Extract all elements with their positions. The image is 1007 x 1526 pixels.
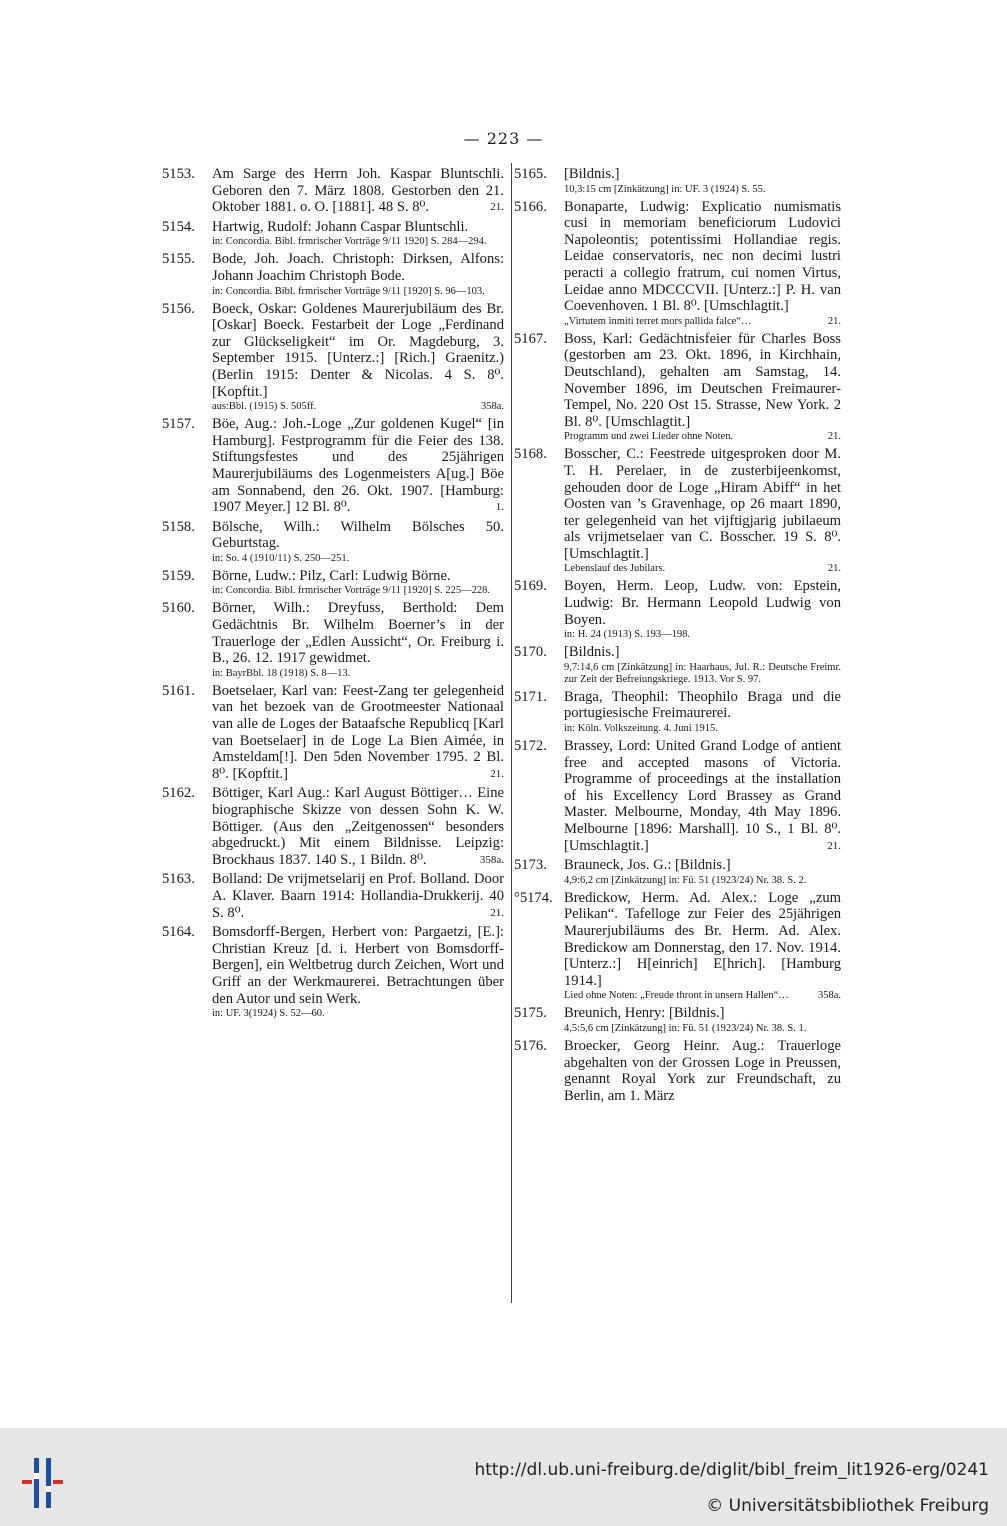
entry-note-text: in: UF. 3(1924) S. 52—60. <box>212 1008 325 1020</box>
entry-note <box>212 585 504 597</box>
entry-number: 5154. <box>162 218 195 235</box>
entry-text <box>564 166 841 183</box>
entry-number: 5167. <box>514 330 547 347</box>
entry-note-text: „Virtutem inmiti terret mors pallida falce“… <box>564 315 752 327</box>
bibliography-entry <box>162 416 504 516</box>
entry-note <box>564 875 841 887</box>
entry-text <box>212 924 504 1007</box>
entry-note <box>212 1008 504 1020</box>
entry-number: 5163. <box>162 871 195 888</box>
entry-note-signature: 358a. <box>817 990 841 1002</box>
entry-note-text: in: Köln. Volkszeitung. 4. Juni 1915. <box>564 723 718 735</box>
entry-signature: 1. <box>495 501 504 514</box>
entry-number: 5176. <box>514 1037 547 1054</box>
entry-number: 5160. <box>162 600 195 617</box>
entry-title: Brauneck, Jos. G.: [Bildnis.] <box>564 857 731 874</box>
entry-note <box>564 662 841 686</box>
entry-note <box>564 1023 841 1035</box>
entry-number: 5156. <box>162 300 195 317</box>
entry-signature: 21. <box>490 906 504 919</box>
entry-title: Boetselaer, Karl van: Feest-Zang ter gelegenheid van het bezoek van de Grootmeester Nationaal van alle de Loges der Bataafsche Republicq [Karl van Boetselaer] in de Loge La Bien Aimée, in Amsteldam[!]. Den 5den November 1795. 2 Bl. 8⁰. [Kopftit.] <box>212 682 504 782</box>
entry-number: 5169. <box>514 578 547 595</box>
entry-note <box>564 316 841 328</box>
entry-text <box>212 301 504 401</box>
entry-title: Breunich, Henry: [Bildnis.] <box>564 1005 725 1022</box>
entry-number: 5172. <box>514 738 547 755</box>
bibliography-entry <box>162 166 504 216</box>
entry-title: Braga, Theophil: Theophilo Braga und die portugiesische Freimaurerei. <box>564 688 841 722</box>
entry-title: Bölsche, Wilh.: Wilhelm Bölsches 50. Geburtstag. <box>212 518 504 552</box>
entry-note <box>212 286 504 298</box>
entry-title: Bonaparte, Ludwig: Explicatio numismatis cusi in memoriam beneficiorum Ludovici Napoleontis; potentissimi Hollandiae regis. Leidae conservatoris, nec non decimi lustri peracti a collegio fratrum, cui nomen Virtus, Leidae anno MDCCCVII. [Unterz.:] P. H. van Coevenhoven. 1 Bl. 8⁰. [Umschlagtit.] <box>564 198 841 315</box>
entry-note <box>212 401 504 413</box>
entry-text <box>212 683 504 783</box>
entry-note-text: Lebenslauf des Jubilars. <box>564 563 666 575</box>
entry-text <box>212 416 504 516</box>
entry-note-text: in: Concordia. Bibl. frmrischer Vorträge 9/11 [1920] S. 96—103. <box>212 285 485 297</box>
entry-note-text: Lied ohne Noten: „Freude thront in unsern Hallen“… <box>564 990 789 1002</box>
entry-signature: 358a. <box>479 853 504 866</box>
entry-note <box>564 563 841 575</box>
entry-number: 5158. <box>162 518 195 535</box>
entry-note-text: aus:Bbl. (1915) S. 505ff. <box>212 401 317 413</box>
entry-number: °5174. <box>514 889 553 906</box>
entry-title: Börne, Ludw.: Pilz, Carl: Ludwig Börne. <box>212 567 451 584</box>
entry-title: Hartwig, Rudolf: Johann Caspar Bluntschli. <box>212 218 469 235</box>
entry-note-signature: 358a. <box>480 401 504 413</box>
entry-number: 5159. <box>162 567 195 584</box>
bibliography-entry <box>514 446 841 575</box>
bibliography-entry <box>162 600 504 679</box>
entry-note-text: in: H. 24 (1913) S. 193—198. <box>564 629 690 641</box>
bibliography-entry <box>162 924 504 1020</box>
bibliography-entry <box>514 1005 841 1035</box>
entry-title: Boeck, Oskar: Goldenes Maurerjubiläum des Br. [Oskar] Boeck. Festarbeit der Loge „Ferdinand zur Glückseligkeit“ im Or. Magdeburg, 3. September 1915. [Unterz.:] [Rich.] Graenitz.) (Berlin 1915: Denter & Nicolas. 4 S. 8⁰. [Kopftit.] <box>212 300 504 400</box>
entry-note-signature: 21. <box>827 315 841 327</box>
entry-title: Broecker, Georg Heinr. Aug.: Trauerloge abgehalten von der Grossen Loge in Preussen, genannt Royal York zur Freundschaft, zu Berlin, am 1. März <box>564 1037 841 1104</box>
entry-number: 5157. <box>162 416 195 433</box>
entry-number: 5166. <box>514 198 547 215</box>
entry-text <box>212 519 504 552</box>
bibliography-entry <box>162 251 504 297</box>
entry-note-text: in: BayrBbl. 18 (1918) S. 8—13. <box>212 667 351 679</box>
entry-title: Bode, Joh. Joach. Christoph: Dirksen, Alfons: Johann Joachim Christoph Bode. <box>212 251 504 284</box>
entry-note-text: 4,5:5,6 cm [Zinkätzung] in: Fü. 51 (1923/24) Nr. 38. S. 1. <box>564 1022 807 1034</box>
entry-number: 5165. <box>514 166 547 182</box>
entry-number: 5164. <box>162 924 195 941</box>
entry-note <box>564 431 841 443</box>
bibliography-entry <box>514 1038 841 1104</box>
entry-title: [Bildnis.] <box>564 166 620 182</box>
entry-text <box>564 689 841 722</box>
entry-number: 5173. <box>514 857 547 874</box>
ub-freiburg-logo-icon <box>22 1458 64 1508</box>
entry-title: [Bildnis.] <box>564 644 620 661</box>
entry-text <box>564 1005 841 1022</box>
bibliography-entry <box>162 871 504 921</box>
footer-url-link[interactable]: http://dl.ub.uni-freiburg.de/diglit/bibl_freim_lit1926-erg/0241 <box>474 1460 989 1480</box>
bibliography-entry <box>514 738 841 854</box>
entry-note-signature: 21. <box>827 563 841 575</box>
entry-title: Bredickow, Herm. Ad. Alex.: Loge „zum Pelikan“. Tafelloge zur Feier des 25jährigen Maurerjubiläums des Br. Herm. Ad. Alex. Bredickow am Donnerstag, den 17. Nov. 1914. [Unterz.:] H[einrich] E[hrich]. [Hamburg 1914.] <box>564 889 841 989</box>
entry-note-text: in: Concordia. Bibl. frmrischer Vorträge 9/11 [1920] S. 225—228. <box>212 585 491 597</box>
entry-number: 5161. <box>162 682 195 699</box>
entry-title: Bolland: De vrijmetselarij en Prof. Bolland. Door A. Klaver. Baarn 1914: Hollandia-Drukkerij. 40 S. 8⁰. <box>212 871 504 921</box>
entry-title: Böe, Aug.: Joh.-Loge „Zur goldenen Kugel“ [in Hamburg]. Festprogramm für die Feier des 138. Stiftungsfestes und des 25jährigen Maurerjubiläums des Logenmeisters A[ug.] Böe am Sonnabend, den 26. Okt. 1907. [Hamburg: 1907 Meyer.] 12 Bl. 8⁰. <box>212 416 504 516</box>
bibliography-entry <box>514 331 841 444</box>
entry-text <box>564 578 841 628</box>
bibliography-entry <box>514 166 841 196</box>
entry-title: Bosscher, C.: Feestrede uitgesproken door M. T. H. Perelaer, in de zusterbijeenkomst, gehouden door de Loge „Hiram Abiff“ in het Oosten van ’s Gravenhage, op 26 maart 1890, ter gelegenheid van het vijftigjarig jubilaeum als vrijmetselaer van C. Bosscher. 19 S. 8⁰. [Umschlagtit.] <box>564 446 841 562</box>
footer-band <box>0 1428 1007 1526</box>
entry-text <box>564 1038 841 1104</box>
entry-title: Brassey, Lord: United Grand Lodge of antient free and accepted masons of Victoria. Programme of proceedings at the installation of his Excellency Lord Brassey as Grand Master. Melbourne, Monday, 4th May 1896. Melbourne [1896: Marshall]. 10 S., 1 Bl. 8⁰. [Umschlagtit.] <box>564 738 841 854</box>
entry-number: 5162. <box>162 785 195 802</box>
entry-note-text: 4,9:6,2 cm [Zinkätzung] in: Fü. 51 (1923/24) Nr. 38. S. 2. <box>564 874 807 886</box>
entry-note <box>212 553 504 565</box>
page-number: — 223 — <box>463 129 544 148</box>
entry-note-text: in: So. 4 (1910/11) S. 250—251. <box>212 552 350 564</box>
entry-text <box>564 738 841 854</box>
entry-text <box>212 251 504 284</box>
entry-note <box>564 723 841 735</box>
entry-number: 5171. <box>514 688 547 705</box>
entry-note <box>564 629 841 641</box>
entry-signature: 21. <box>490 767 504 780</box>
bibliography-entry <box>514 857 841 887</box>
bibliography-entry <box>162 785 504 868</box>
entry-text <box>564 857 841 874</box>
entry-signature: 21. <box>827 839 841 852</box>
entry-text <box>212 785 504 868</box>
entry-note <box>564 184 841 196</box>
entry-text <box>212 166 504 216</box>
entry-title: Boss, Karl: Gedächtnisfeier für Charles Boss (gestorben am 23. Okt. 1896, in Kirchhain, Deutschland), gehalten am Samstag, 14. November 1896, im Deutschen Freimaurer-Tempel, No. 220 Ost 15. Strasse, New York. 2 Bl. 8⁰. [Umschlagtit.] <box>564 330 841 430</box>
entry-title: Bomsdorff-Bergen, Herbert von: Pargaetzi, [E.]: Christian Kreuz [d. i. Herbert von Bomsdorff-Bergen], ein Weltbetrug durch Zeichen, Wort und Griff an der Werkmaurerei. Betrachtungen über den Autor und sein Werk. <box>212 924 504 1007</box>
entry-title: Am Sarge des Herrn Joh. Kaspar Bluntschli. Geboren den 7. März 1808. Gestorben den 21. Oktober 1881. o. O. [1881]. 48 S. 8⁰. <box>212 166 504 216</box>
bibliography-entry <box>162 568 504 598</box>
entry-text <box>564 446 841 562</box>
entry-text <box>564 199 841 315</box>
entry-note <box>212 668 504 680</box>
entry-note-text: 10,3:15 cm [Zinkätzung] in: UF. 3 (1924) S. 55. <box>564 183 766 195</box>
entry-text <box>564 644 841 661</box>
entry-note-text: 9,7:14,6 cm [Zinkätzung] in: Haarhaus, Jul. R.: Deutsche Freimr. zur Zeit der Befreiungskriege. 1913. Vor S. 97. <box>564 661 841 685</box>
bibliography-entry <box>514 578 841 641</box>
right-column <box>514 166 841 1107</box>
entry-text <box>564 331 841 431</box>
entry-text <box>212 871 504 921</box>
footer-copyright: © Universitätsbibliothek Freiburg <box>706 1496 989 1516</box>
bibliography-entry <box>514 689 841 735</box>
entry-number: 5155. <box>162 251 195 268</box>
entry-number: 5170. <box>514 644 547 661</box>
entry-signature: 21. <box>490 201 504 214</box>
bibliography-entry <box>514 644 841 686</box>
entry-number: 5175. <box>514 1005 547 1022</box>
bibliography-entry <box>514 199 841 328</box>
entry-text <box>212 568 504 585</box>
entry-title: Börner, Wilh.: Dreyfuss, Berthold: Dem Gedächtnis Br. Wilhelm Boerner’s in der Trauerloge der „Edlen Aussicht“, Or. Freiburg i. B., 26. 12. 1917 gewidmet. <box>212 600 504 667</box>
bibliography-entry <box>162 301 504 414</box>
entry-note-text: Programm und zwei Lieder ohne Noten. <box>564 431 734 443</box>
entry-text <box>564 890 841 990</box>
column-divider <box>511 163 512 1303</box>
entry-text <box>212 600 504 666</box>
entry-note-text: in: Concordia. Bibl. frmrischer Vorträge 9/11 1920] S. 284—294. <box>212 236 487 248</box>
entry-number: 5153. <box>162 166 195 182</box>
bibliography-entry <box>162 683 504 783</box>
bibliography-entry <box>514 890 841 1003</box>
bibliography-entry <box>162 519 504 565</box>
entry-text <box>212 219 504 236</box>
bibliography-entry <box>162 219 504 249</box>
entry-title: Böttiger, Karl Aug.: Karl August Böttiger… Eine biographische Skizze von dessen Sohn K. W. Böttiger. (Aus den „Zeitgenossen“ besonders abgedruckt.) Mit einem Bildnisse. Leipzig: Brockhaus 1837. 140 S., 1 Bildn. 8⁰. <box>212 785 504 868</box>
entry-number: 5168. <box>514 446 547 463</box>
entry-title: Boyen, Herm. Leop, Ludw. von: Epstein, Ludwig: Br. Hermann Leopold Ludwig von Boyen. <box>564 578 841 628</box>
entry-note <box>564 990 841 1002</box>
entry-note <box>212 236 504 248</box>
entry-note-signature: 21. <box>827 431 841 443</box>
left-column <box>162 166 504 1023</box>
